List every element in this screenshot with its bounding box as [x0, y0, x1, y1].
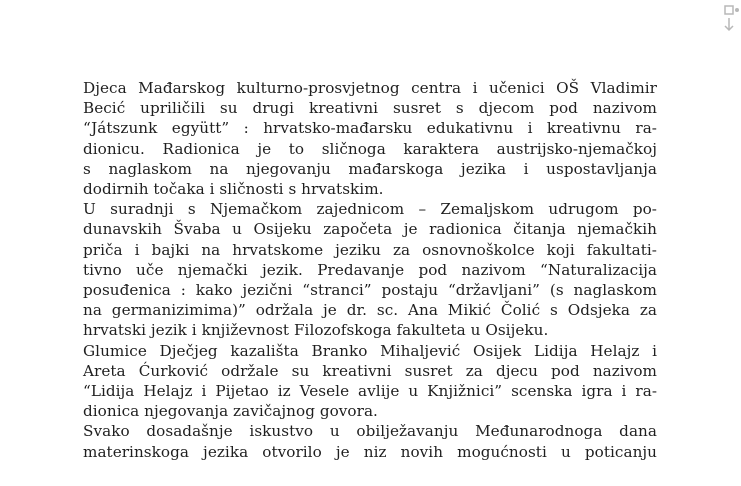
- text-line: “Lidija Helajz i Pijetao iz Vesele avlije u Knjižnici” scenska igra i ra-: [83, 382, 657, 401]
- text-line: dunavskih Švaba u Osijeku započeta je radionica čitanja njemačkih: [83, 220, 657, 239]
- text-line: s naglaskom na njegovanju mađarskoga jezika i uspostavljanja: [83, 159, 657, 178]
- text-line: Glumice Dječjeg kazališta Branko Mihaljević Osijek Lidija Helajz i: [83, 341, 657, 360]
- text-line: dionica njegovanja zavičajnog govora.: [83, 402, 378, 421]
- text-line: na germanizimima)” održala je dr. sc. Ana Mikić Čolić s Odsjeka za: [83, 301, 657, 320]
- text-line: Becić upriličili su drugi kreativni susret s djecom pod nazivom: [83, 99, 657, 118]
- text-line: posuđenica : kako jezični “stranci” postaju “državljani” (s naglaskom: [83, 281, 657, 300]
- text-line: priča i bajki na hrvatskome jeziku za osnovnoškolce koji fakultati-: [83, 240, 657, 259]
- text-line: Svako dosadašnje iskustvo u obilježavanju Međunarodnoga dana: [83, 422, 657, 441]
- text-line: tivno uče njemački jezik. Predavanje pod nazivom “Naturalizacija: [83, 260, 657, 279]
- text-line: materinskoga jezika otvorilo je niz novih mogućnosti u poticanju: [83, 442, 657, 461]
- text-line: U suradnji s Njemačkom zajednicom – Zemaljskom udrugom po-: [83, 200, 657, 219]
- article-text: [83, 78, 657, 462]
- text-line: dionicu. Radionica je to sličnoga karaktera austrijsko-njemačkoj: [83, 139, 657, 158]
- corner-mark-icon: [719, 0, 741, 38]
- text-line: dodirnih točaka i sličnosti s hrvatskim.: [83, 180, 384, 199]
- text-line: “Játszunk együtt” : hrvatsko-mađarsku edukativnu i kreativnu ra-: [83, 119, 657, 138]
- text-line: Djeca Mađarskog kulturno-prosvjetnog centra i učenici OŠ Vladimir: [83, 79, 657, 97]
- text-line: hrvatski jezik i književnost Filozofskoga fakulteta u Osijeku.: [83, 321, 549, 340]
- text-line: Areta Ćurković održale su kreativni susret za djecu pod nazivom: [83, 361, 657, 380]
